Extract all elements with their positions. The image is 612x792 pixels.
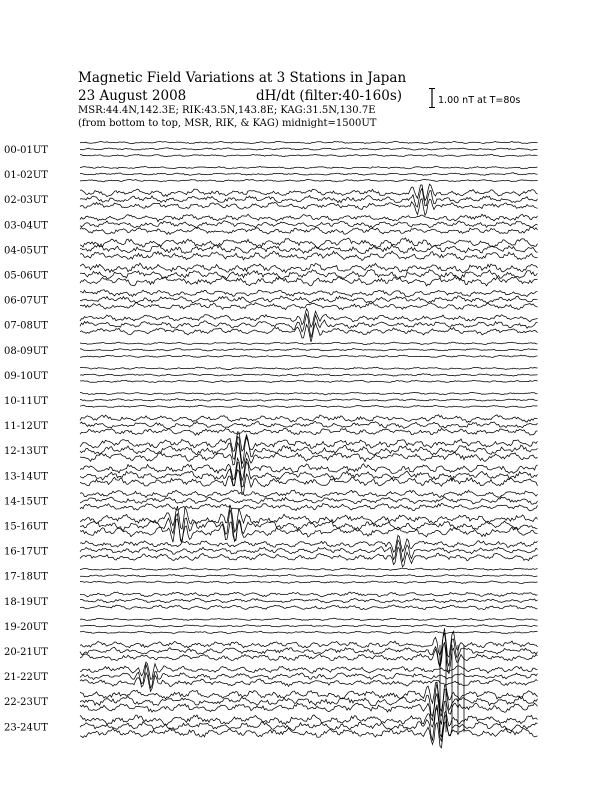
hour-label: 01-02UT <box>4 170 48 182</box>
trace-msr <box>80 180 538 182</box>
trace-msr <box>80 227 538 234</box>
trace-kag <box>80 682 538 711</box>
trace-kag <box>80 166 538 169</box>
hour-label: 07-08UT <box>4 320 48 332</box>
trace-msr <box>80 251 538 261</box>
hour-label: 19-20UT <box>4 621 48 633</box>
trace-msr <box>80 302 538 309</box>
trace-msr <box>80 503 538 511</box>
hour-label: 02-03UT <box>4 195 48 207</box>
hour-label: 22-23UT <box>4 697 48 709</box>
hour-label: 03-04UT <box>4 220 48 232</box>
trace-rik <box>80 575 538 577</box>
trace-msr <box>80 605 538 610</box>
hour-label: 05-06UT <box>4 270 48 282</box>
trace-kag <box>80 141 538 143</box>
trace-rik <box>80 148 538 150</box>
trace-rik <box>80 625 538 627</box>
trace-rik <box>80 221 538 228</box>
trace-kag <box>80 214 538 221</box>
trace-msr <box>80 199 538 216</box>
hour-label: 18-19UT <box>4 596 48 608</box>
trace-kag <box>80 568 538 571</box>
order-note: (from bottom to top, MSR, RIK, & KAG) midnight=1500UT <box>78 118 377 129</box>
hour-label: 21-22UT <box>4 672 48 684</box>
chart-title: Magnetic Field Variations at 3 Stations in Japan <box>78 70 407 86</box>
stations-note: MSR:44.4N,142.3E; RIK:43.5N,143.8E; KAG:31.5N,130.7E <box>78 105 376 116</box>
trace-msr <box>80 405 538 407</box>
trace-rik <box>80 270 538 280</box>
hour-label: 11-12UT <box>4 421 48 433</box>
trace-msr <box>80 631 538 633</box>
trace-kag <box>80 290 538 297</box>
trace-kag <box>80 238 538 248</box>
trace-rik <box>80 399 538 401</box>
trace-msr <box>80 470 538 494</box>
trace-msr <box>80 428 538 435</box>
trace-msr <box>80 154 538 156</box>
hour-label: 20-21UT <box>4 647 48 658</box>
trace-rik <box>80 173 538 176</box>
trace-rik <box>80 245 538 254</box>
trace-msr <box>80 380 538 382</box>
trace-kag <box>80 490 538 498</box>
trace-kag <box>80 458 538 480</box>
trace-rik <box>80 374 538 376</box>
trace-msr <box>80 355 538 357</box>
trace-rik <box>80 509 538 542</box>
trace-rik <box>80 708 538 742</box>
trace-rik <box>80 497 538 504</box>
hour-label: 23-24UT <box>4 722 48 734</box>
hour-label: 14-15UT <box>4 496 48 508</box>
trace-msr <box>80 547 538 567</box>
hour-label: 13-14UT <box>4 471 48 483</box>
trace-kag <box>80 342 538 344</box>
hour-label: 15-16UT <box>4 521 48 533</box>
hour-label: 04-05UT <box>4 245 48 257</box>
trace-rik <box>80 296 538 303</box>
quantity-label: dH/dt (filter:40-160s) <box>256 88 403 104</box>
trace-kag <box>80 432 538 452</box>
trace-rik <box>80 421 538 429</box>
hour-label: 08-09UT <box>4 345 48 357</box>
trace-msr <box>80 276 538 286</box>
trace-rik <box>80 349 538 351</box>
hour-label: 17-18UT <box>4 571 48 583</box>
hour-label: 10-11UT <box>4 396 48 407</box>
hour-label: 00-01UT <box>4 145 48 156</box>
trace-kag <box>80 415 538 423</box>
trace-kag <box>80 592 538 597</box>
trace-rik <box>80 633 538 667</box>
trace-rik <box>80 598 538 603</box>
trace-kag <box>80 618 538 620</box>
hour-label: 12-13UT <box>4 446 48 458</box>
trace-msr <box>80 443 538 469</box>
trace-kag <box>80 367 538 370</box>
hour-label: 06-07UT <box>4 295 48 307</box>
trace-kag <box>80 184 538 200</box>
date-label: 23 August 2008 <box>78 88 187 104</box>
scale-label: 1.00 nT at T=80s <box>438 95 521 106</box>
trace-msr <box>80 693 538 724</box>
trace-msr <box>80 581 538 584</box>
trace-kag <box>80 263 538 273</box>
hour-label: 16-17UT <box>4 546 48 558</box>
hour-label: 09-10UT <box>4 370 48 382</box>
trace-kag <box>80 392 538 394</box>
